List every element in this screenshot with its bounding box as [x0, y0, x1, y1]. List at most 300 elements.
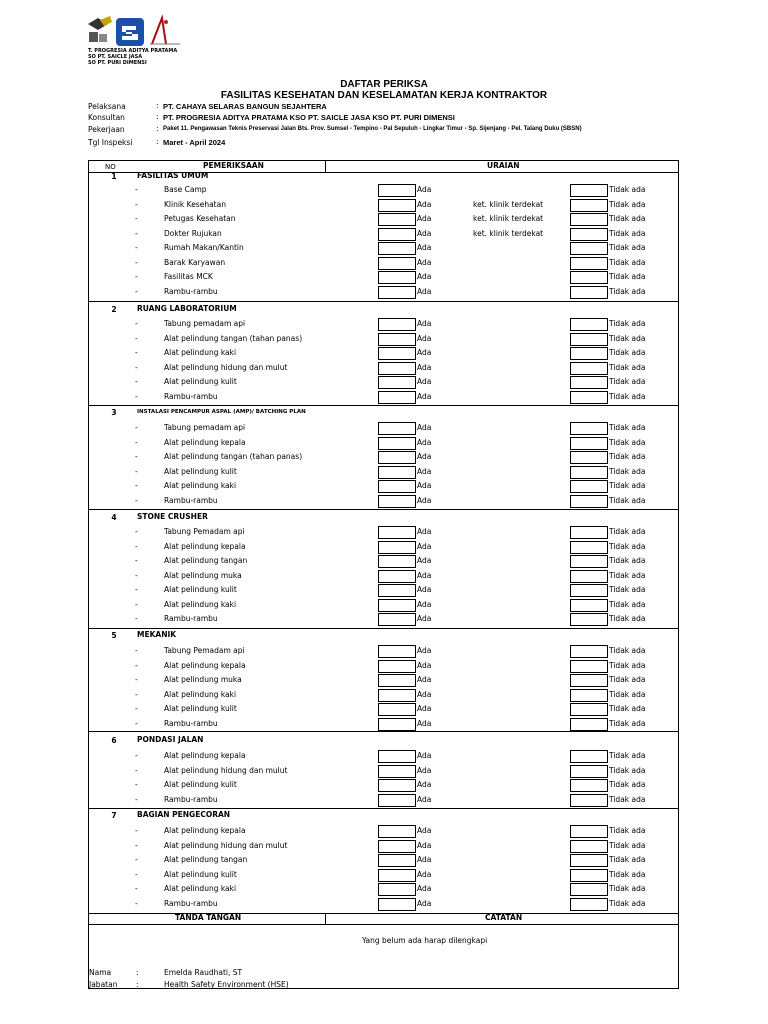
ada-label: Ada	[417, 466, 432, 476]
checklist-item	[89, 243, 678, 255]
ada-label: Ada	[417, 840, 432, 850]
ada-label: Ada	[417, 362, 432, 372]
checklist-item	[89, 481, 678, 493]
ada-label: Ada	[417, 704, 432, 713]
item-dash: -	[135, 780, 138, 789]
ada-label: Ada	[417, 718, 432, 728]
checklist-item	[89, 334, 678, 346]
info-label: Konsultan	[88, 113, 125, 122]
ada-label: Ada	[417, 869, 432, 879]
checklist-item	[89, 884, 678, 896]
ada-checkbox[interactable]	[378, 703, 416, 716]
item-name: Base Camp	[164, 185, 207, 194]
item-name: Alat pelindung kepala	[164, 660, 246, 670]
info-label: Pelaksana	[88, 102, 126, 111]
ada-label: Ada	[417, 348, 432, 357]
company-names	[88, 48, 177, 66]
tidak-ada-checkbox[interactable]	[570, 362, 608, 375]
tidak-ada-checkbox[interactable]	[570, 689, 608, 702]
ada-checkbox[interactable]	[378, 199, 416, 212]
tidak-ada-checkbox[interactable]	[570, 613, 608, 626]
section-divider	[89, 509, 678, 510]
tidak-ada-label: Tidak ada	[609, 704, 646, 713]
ada-checkbox[interactable]	[378, 466, 416, 479]
footer-header-line	[89, 924, 678, 925]
ada-checkbox[interactable]	[378, 570, 416, 583]
checklist-item	[89, 229, 678, 241]
info-value: Maret - April 2024	[163, 138, 226, 147]
checklist-item	[89, 855, 678, 867]
checklist-item	[89, 614, 678, 626]
tidak-ada-checkbox[interactable]	[570, 213, 608, 226]
tidak-ada-label: Tidak ada	[609, 689, 646, 699]
document-title: DAFTAR PERIKSA	[340, 79, 428, 90]
tidak-ada-checkbox[interactable]	[570, 584, 608, 597]
ada-label: Ada	[417, 689, 432, 699]
tidak-ada-label: Tidak ada	[609, 362, 646, 372]
logo-icon	[86, 14, 196, 50]
section-number: 5	[111, 631, 117, 640]
ada-label: Ada	[417, 855, 432, 864]
ada-checkbox[interactable]	[378, 689, 416, 702]
ada-label: Ada	[417, 481, 432, 490]
section-divider	[89, 808, 678, 809]
item-dash: -	[135, 481, 138, 490]
item-dash: -	[135, 675, 138, 684]
item-dash: -	[135, 199, 138, 209]
tidak-ada-label: Tidak ada	[609, 199, 646, 209]
ada-label: Ada	[417, 391, 432, 401]
checklist-item	[89, 287, 678, 299]
tidak-ada-checkbox[interactable]	[570, 660, 608, 673]
item-name: Alat pelindung kulit	[164, 377, 237, 386]
ada-checkbox[interactable]	[378, 347, 416, 360]
ada-label: Ada	[417, 541, 432, 551]
tidak-ada-checkbox[interactable]	[570, 242, 608, 255]
item-dash: -	[135, 391, 138, 401]
checklist-item	[89, 392, 678, 404]
section-number: 2	[111, 305, 117, 314]
tidak-ada-label: Tidak ada	[609, 391, 646, 401]
tidak-ada-label: Tidak ada	[609, 495, 646, 505]
tidak-ada-label: Tidak ada	[609, 333, 646, 343]
checklist-item	[89, 719, 678, 731]
tidak-ada-checkbox[interactable]	[570, 526, 608, 539]
info-value: Paket 11. Pengawasan Teknis Preservasi Jalan Bts. Prov. Sumsel - Tempino - Pal Sepuluh - Lingkar Timur - Sp. Sijenjang - Pel. Talang Duku (SBSN)	[163, 126, 582, 132]
ada-label: Ada	[417, 751, 432, 760]
section-number: 6	[111, 736, 117, 745]
info-colon: :	[156, 137, 159, 146]
ada-checkbox[interactable]	[378, 228, 416, 241]
item-name: Rambu-rambu	[164, 898, 218, 908]
tidak-ada-label: Tidak ada	[609, 319, 646, 328]
ada-checkbox[interactable]	[378, 660, 416, 673]
ada-checkbox[interactable]	[378, 869, 416, 882]
ada-checkbox[interactable]	[378, 271, 416, 284]
ada-checkbox[interactable]	[378, 645, 416, 658]
item-name: Alat pelindung kaki	[164, 884, 237, 893]
item-name: Alat pelindung hidung dan mulut	[164, 362, 288, 372]
item-note: ket. klinik terdekat	[473, 214, 544, 223]
info-colon: :	[156, 124, 159, 133]
tidak-ada-label: Tidak ada	[609, 481, 646, 490]
item-name: Alat pelindung tangan (tahan panas)	[164, 452, 303, 461]
tidak-ada-label: Tidak ada	[609, 228, 646, 238]
checklist-item	[89, 571, 678, 583]
tidak-ada-checkbox[interactable]	[570, 495, 608, 508]
ada-checkbox[interactable]	[378, 495, 416, 508]
ada-checkbox[interactable]	[378, 451, 416, 464]
item-dash: -	[135, 362, 138, 372]
logo-line: SO PT. PURI DIMENSI	[88, 60, 147, 66]
item-dash: -	[135, 840, 138, 850]
checklist-item	[89, 438, 678, 450]
item-name: Alat pelindung kulit	[164, 780, 237, 789]
checklist-item	[89, 258, 678, 270]
item-note: ket. klinik terdekat	[473, 228, 544, 238]
tidak-ada-checkbox[interactable]	[570, 854, 608, 867]
logo-line: SO PT. SAICLE JASA	[88, 54, 143, 60]
ada-label: Ada	[417, 377, 432, 386]
tidak-ada-checkbox[interactable]	[570, 451, 608, 464]
ada-checkbox[interactable]	[378, 526, 416, 539]
checklist-item	[89, 452, 678, 464]
checklist-item	[89, 690, 678, 702]
tidak-ada-checkbox[interactable]	[570, 765, 608, 778]
item-dash: -	[135, 495, 138, 505]
ada-checkbox[interactable]	[378, 422, 416, 435]
checklist-item	[89, 527, 678, 539]
section-number: 1	[111, 172, 117, 181]
ada-checkbox[interactable]	[378, 213, 416, 226]
checklist-item	[89, 826, 678, 838]
item-dash: -	[135, 423, 138, 432]
tidak-ada-checkbox[interactable]	[570, 750, 608, 763]
ada-checkbox[interactable]	[378, 376, 416, 389]
item-name: Alat pelindung tangan	[164, 556, 248, 565]
ada-checkbox[interactable]	[378, 318, 416, 331]
item-dash: -	[135, 751, 138, 760]
tidak-ada-label: Tidak ada	[609, 898, 646, 908]
ada-label: Ada	[417, 185, 432, 194]
tidak-ada-checkbox[interactable]	[570, 718, 608, 731]
ada-checkbox[interactable]	[378, 391, 416, 404]
item-name: Klinik Kesehatan	[164, 199, 226, 209]
checklist-item	[89, 423, 678, 435]
item-dash: -	[135, 599, 138, 609]
tidak-ada-label: Tidak ada	[609, 675, 646, 684]
section-divider	[89, 405, 678, 406]
ada-label: Ada	[417, 556, 432, 565]
checklist-item	[89, 899, 678, 911]
ada-label: Ada	[417, 495, 432, 505]
section-divider	[89, 301, 678, 302]
document-subtitle: FASILITAS KESEHATAN DAN KESELAMATAN KERJA KONTRAKTOR	[220, 90, 548, 101]
item-name: Fasilitas MCK	[164, 272, 213, 281]
tidak-ada-label: Tidak ada	[609, 257, 646, 267]
checklist-item	[89, 646, 678, 658]
item-dash: -	[135, 466, 138, 476]
item-name: Petugas Kesehatan	[164, 214, 236, 223]
tidak-ada-checkbox[interactable]	[570, 480, 608, 493]
ada-label: Ada	[417, 257, 432, 267]
checklist-item	[89, 661, 678, 673]
tidak-ada-label: Tidak ada	[609, 452, 646, 461]
checklist-item	[89, 751, 678, 763]
section-number: 7	[111, 811, 117, 820]
item-name: Rumah Makan/Kantin	[164, 243, 244, 252]
ada-checkbox[interactable]	[378, 242, 416, 255]
tidak-ada-checkbox[interactable]	[570, 199, 608, 212]
tidak-ada-label: Tidak ada	[609, 869, 646, 879]
section-title: RUANG LABORATORIUM	[137, 304, 237, 313]
tidak-ada-checkbox[interactable]	[570, 228, 608, 241]
tidak-ada-checkbox[interactable]	[570, 333, 608, 346]
signer-job-colon: :	[136, 980, 139, 989]
ada-checkbox[interactable]	[378, 599, 416, 612]
item-name: Tabung Pemadam api	[164, 527, 245, 536]
ada-checkbox[interactable]	[378, 794, 416, 807]
item-dash: -	[135, 377, 138, 386]
item-name: Alat pelindung kulit	[164, 869, 237, 879]
tidak-ada-checkbox[interactable]	[570, 184, 608, 197]
tidak-ada-checkbox[interactable]	[570, 391, 608, 404]
ada-label: Ada	[417, 794, 432, 804]
ada-checkbox[interactable]	[378, 555, 416, 568]
tidak-ada-checkbox[interactable]	[570, 271, 608, 284]
checklist-item	[89, 600, 678, 612]
notes-header: CATATAN	[485, 913, 523, 922]
tidak-ada-checkbox[interactable]	[570, 599, 608, 612]
tidak-ada-checkbox[interactable]	[570, 437, 608, 450]
tidak-ada-checkbox[interactable]	[570, 347, 608, 360]
signer-name-colon: :	[136, 968, 139, 977]
ada-checkbox[interactable]	[378, 840, 416, 853]
ada-label: Ada	[417, 214, 432, 223]
item-dash: -	[135, 185, 138, 194]
item-name: Alat pelindung kaki	[164, 689, 237, 699]
ada-checkbox[interactable]	[378, 674, 416, 687]
item-name: Alat pelindung kepala	[164, 541, 246, 551]
ada-label: Ada	[417, 333, 432, 343]
sign-header: TANDA TANGAN	[175, 913, 242, 922]
checklist-item	[89, 841, 678, 853]
item-name: Alat pelindung kepala	[164, 826, 246, 835]
item-name: Tabung pemadam api	[164, 423, 246, 432]
ada-label: Ada	[417, 199, 432, 209]
item-name: Alat pelindung kulit	[164, 466, 237, 476]
ada-checkbox[interactable]	[378, 480, 416, 493]
item-dash: -	[135, 570, 138, 580]
ada-checkbox[interactable]	[378, 898, 416, 911]
item-name: Rambu-rambu	[164, 794, 218, 804]
item-name: Dokter Rujukan	[164, 228, 222, 238]
tidak-ada-checkbox[interactable]	[570, 779, 608, 792]
tidak-ada-checkbox[interactable]	[570, 898, 608, 911]
tidak-ada-checkbox[interactable]	[570, 570, 608, 583]
signer-name-label: Nama	[89, 968, 112, 977]
item-dash: -	[135, 333, 138, 343]
footer-divider	[325, 913, 326, 924]
ada-label: Ada	[417, 452, 432, 461]
item-name: Rambu-rambu	[164, 286, 218, 296]
logo-saicle-icon	[116, 18, 144, 46]
item-name: Rambu-rambu	[164, 614, 218, 623]
tidak-ada-checkbox[interactable]	[570, 674, 608, 687]
tidak-ada-label: Tidak ada	[609, 570, 646, 580]
tidak-ada-label: Tidak ada	[609, 614, 646, 623]
section-number: 3	[111, 408, 117, 417]
item-name: Alat pelindung hidung dan mulut	[164, 840, 288, 850]
ada-checkbox[interactable]	[378, 333, 416, 346]
section-divider	[89, 731, 678, 732]
ada-checkbox[interactable]	[378, 718, 416, 731]
ada-checkbox[interactable]	[378, 184, 416, 197]
checklist-item	[89, 585, 678, 597]
notes-text: Yang belum ada harap dilengkapi	[362, 936, 488, 945]
tidak-ada-label: Tidak ada	[609, 646, 646, 655]
tidak-ada-checkbox[interactable]	[570, 883, 608, 896]
tidak-ada-label: Tidak ada	[609, 780, 646, 789]
ada-checkbox[interactable]	[378, 779, 416, 792]
ada-label: Ada	[417, 228, 432, 238]
ada-checkbox[interactable]	[378, 883, 416, 896]
checklist-item	[89, 704, 678, 716]
tidak-ada-checkbox[interactable]	[570, 840, 608, 853]
tidak-ada-label: Tidak ada	[609, 214, 646, 223]
item-name: Alat pelindung tangan	[164, 855, 248, 864]
item-name: Tabung Pemadam api	[164, 646, 245, 655]
ada-checkbox[interactable]	[378, 854, 416, 867]
tidak-ada-checkbox[interactable]	[570, 555, 608, 568]
ada-label: Ada	[417, 826, 432, 835]
tidak-ada-checkbox[interactable]	[570, 869, 608, 882]
tidak-ada-label: Tidak ada	[609, 286, 646, 296]
checklist-item	[89, 377, 678, 389]
tidak-ada-checkbox[interactable]	[570, 376, 608, 389]
item-dash: -	[135, 272, 138, 281]
signer-job: Health Safety Environment (HSE)	[164, 980, 289, 989]
item-dash: -	[135, 855, 138, 864]
item-name: Rambu-rambu	[164, 495, 218, 505]
item-name: Alat pelindung hidung dan mulut	[164, 765, 288, 775]
ada-label: Ada	[417, 884, 432, 893]
tidak-ada-checkbox[interactable]	[570, 794, 608, 807]
item-name: Rambu-rambu	[164, 718, 218, 728]
header-divider	[325, 161, 326, 172]
tidak-ada-label: Tidak ada	[609, 185, 646, 194]
ada-label: Ada	[417, 527, 432, 536]
checklist-item	[89, 870, 678, 882]
item-dash: -	[135, 660, 138, 670]
checklist-table	[88, 160, 679, 989]
tidak-ada-checkbox[interactable]	[570, 645, 608, 658]
ada-checkbox[interactable]	[378, 286, 416, 299]
ada-checkbox[interactable]	[378, 584, 416, 597]
ada-checkbox[interactable]	[378, 765, 416, 778]
tidak-ada-label: Tidak ada	[609, 377, 646, 386]
checklist-item	[89, 795, 678, 807]
item-name: Alat pelindung kulit	[164, 585, 237, 594]
ada-checkbox[interactable]	[378, 541, 416, 554]
header-pemeriksaan: PEMERIKSAAN	[203, 161, 264, 170]
tidak-ada-checkbox[interactable]	[570, 257, 608, 270]
tidak-ada-checkbox[interactable]	[570, 466, 608, 479]
section-number: 4	[111, 513, 117, 522]
info-label: Tgl Inspeksi	[88, 138, 133, 147]
signer-job-label: Jabatan	[89, 980, 118, 989]
info-colon: :	[156, 112, 159, 121]
tidak-ada-label: Tidak ada	[609, 751, 646, 760]
ada-checkbox[interactable]	[378, 362, 416, 375]
checklist-item	[89, 214, 678, 226]
tidak-ada-label: Tidak ada	[609, 437, 646, 447]
tidak-ada-label: Tidak ada	[609, 527, 646, 536]
item-dash: -	[135, 228, 138, 238]
tidak-ada-checkbox[interactable]	[570, 286, 608, 299]
ada-label: Ada	[417, 243, 432, 252]
ada-checkbox[interactable]	[378, 613, 416, 626]
tidak-ada-label: Tidak ada	[609, 466, 646, 476]
tidak-ada-label: Tidak ada	[609, 794, 646, 804]
tidak-ada-checkbox[interactable]	[570, 703, 608, 716]
checklist-item	[89, 467, 678, 479]
tidak-ada-checkbox[interactable]	[570, 318, 608, 331]
tidak-ada-label: Tidak ada	[609, 423, 646, 432]
item-dash: -	[135, 646, 138, 655]
info-colon: :	[156, 101, 159, 110]
checklist-item	[89, 319, 678, 331]
section-divider	[89, 628, 678, 629]
logo-line: T. PROGRESIA ADITYA PRATAMA	[88, 48, 178, 54]
checklist-item	[89, 542, 678, 554]
checklist-item	[89, 200, 678, 212]
item-dash: -	[135, 319, 138, 328]
tidak-ada-label: Tidak ada	[609, 718, 646, 728]
tidak-ada-label: Tidak ada	[609, 765, 646, 775]
item-dash: -	[135, 452, 138, 461]
tidak-ada-checkbox[interactable]	[570, 825, 608, 838]
tidak-ada-label: Tidak ada	[609, 855, 646, 864]
ada-label: Ada	[417, 319, 432, 328]
item-name: Rambu-rambu	[164, 391, 218, 401]
item-dash: -	[135, 527, 138, 536]
ada-label: Ada	[417, 272, 432, 281]
section-title: FASILITAS UMUM	[137, 171, 209, 180]
tidak-ada-checkbox[interactable]	[570, 541, 608, 554]
ada-label: Ada	[417, 286, 432, 296]
ada-label: Ada	[417, 675, 432, 684]
tidak-ada-label: Tidak ada	[609, 556, 646, 565]
section-title: STONE CRUSHER	[137, 512, 208, 521]
header-no: NO	[105, 163, 116, 171]
item-dash: -	[135, 286, 138, 296]
info-value: PT. PROGRESIA ADITYA PRATAMA KSO PT. SAICLE JASA KSO PT. PURI DIMENSI	[163, 113, 455, 122]
ada-checkbox[interactable]	[378, 257, 416, 270]
item-dash: -	[135, 437, 138, 447]
section-title: MEKANIK	[137, 630, 177, 639]
signer-name: Emelda Raudhati, ST	[164, 968, 243, 977]
item-name: Alat pelindung kaki	[164, 481, 237, 490]
ada-checkbox[interactable]	[378, 750, 416, 763]
tidak-ada-checkbox[interactable]	[570, 422, 608, 435]
ada-checkbox[interactable]	[378, 825, 416, 838]
section-title: BAGIAN PENGECORAN	[137, 810, 231, 819]
ada-checkbox[interactable]	[378, 437, 416, 450]
tidak-ada-label: Tidak ada	[609, 599, 646, 609]
item-name: Alat pelindung kaki	[164, 348, 237, 357]
item-dash: -	[135, 614, 138, 623]
